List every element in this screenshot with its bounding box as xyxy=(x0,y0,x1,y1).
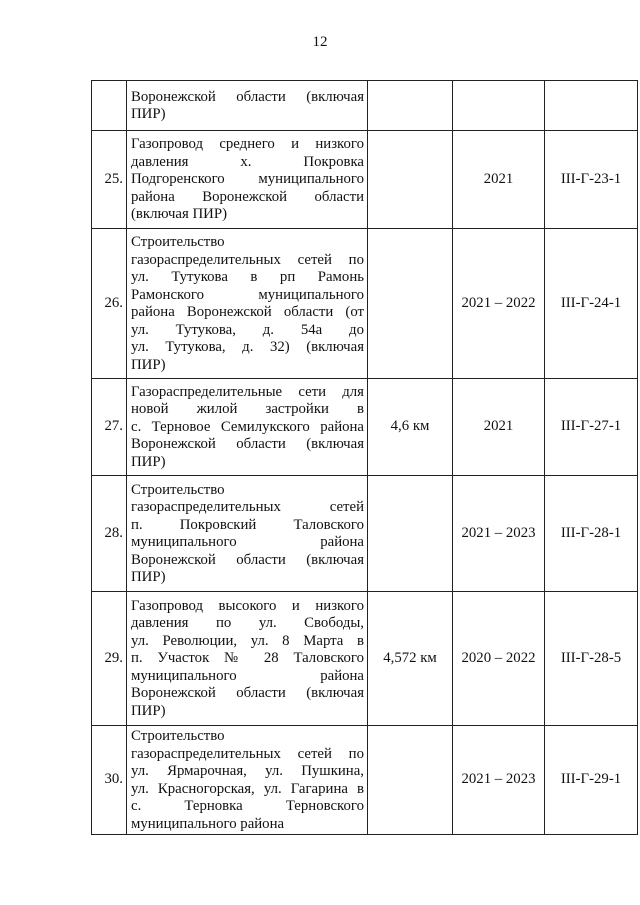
object-name-line: ПИР) xyxy=(131,356,166,373)
construction-period xyxy=(453,81,545,131)
object-code xyxy=(545,81,638,131)
table-row xyxy=(92,81,638,131)
object-name-line: Газопровод высокого и низкого xyxy=(131,597,364,614)
object-name-line: давления х. Покровка xyxy=(131,153,364,170)
construction-period: 2021 – 2022 xyxy=(453,229,545,379)
table-row xyxy=(92,229,638,379)
object-name-line: муниципального района xyxy=(131,667,364,684)
object-name-line: Воронежской области (включая xyxy=(131,551,364,568)
object-name-line: Строительство xyxy=(131,728,225,744)
object-code: III-Г-28-5 xyxy=(545,592,638,726)
object-name-line: газораспределительных сетей по xyxy=(131,251,364,268)
table-row xyxy=(92,131,638,229)
object-name-line: Рамонского муниципального xyxy=(131,286,364,303)
object-name-line: газораспределительных сетей по xyxy=(131,745,364,762)
object-name-line: Газораспределительные сети для xyxy=(131,383,364,400)
object-registry-table xyxy=(91,80,638,835)
object-name-line: ПИР) xyxy=(131,702,166,719)
object-name-line: новой жилой застройки в xyxy=(131,401,364,418)
object-name-line: Воронежской области (включая xyxy=(131,436,364,453)
table-row xyxy=(92,726,638,835)
object-name-line: ул. Красногорская, ул. Гагарина в xyxy=(131,780,364,797)
page-number: 12 xyxy=(312,34,328,50)
object-name-line: ПИР) xyxy=(131,569,166,585)
object-name xyxy=(127,476,368,592)
object-code: III-Г-27-1 xyxy=(545,379,638,476)
object-code: III-Г-29-1 xyxy=(545,726,638,835)
table-row xyxy=(92,476,638,592)
object-name-line: муниципального района xyxy=(131,815,285,832)
construction-period: 2021 xyxy=(453,131,545,229)
object-name-line: Воронежской области (включая xyxy=(131,88,364,105)
object-name-line: ПИР) xyxy=(131,453,166,470)
row-number xyxy=(92,81,127,131)
pipeline-length xyxy=(368,726,453,835)
pipeline-length xyxy=(368,476,453,592)
row-number: 30. xyxy=(92,726,127,835)
object-name-line: п. Покровский Таловского xyxy=(131,516,364,533)
object-name-line: ул. Тутукова в рп Рамонь xyxy=(131,269,364,285)
row-number: 26. xyxy=(92,229,127,379)
table-row xyxy=(92,592,638,726)
object-name xyxy=(127,726,368,835)
pipeline-length xyxy=(368,229,453,379)
object-name xyxy=(127,379,368,476)
object-name-line: муниципального района xyxy=(131,534,364,550)
construction-period: 2021 – 2023 xyxy=(453,476,545,592)
object-name-line: газораспределительных сетей xyxy=(131,499,364,515)
object-name-line: (включая ПИР) xyxy=(131,206,228,223)
object-name xyxy=(127,229,368,379)
object-code: III-Г-23-1 xyxy=(545,131,638,229)
object-name-line: с. Терновка Терновского xyxy=(131,798,364,814)
object-name xyxy=(127,81,368,131)
object-name-line: района Воронежской области (от xyxy=(131,304,364,320)
object-name xyxy=(127,592,368,726)
row-number: 29. xyxy=(92,592,127,726)
object-name-line: давления по ул. Свободы, xyxy=(131,615,364,632)
object-name-line: Подгоренского муниципального xyxy=(131,171,364,188)
object-name-line: ул. Тутукова, д. 32) (включая xyxy=(131,339,364,355)
object-name-line: Строительство xyxy=(131,481,225,498)
pipeline-length: 4,572 км xyxy=(368,592,453,726)
object-name-line: п. Участок № 28 Таловского xyxy=(131,650,364,667)
pipeline-length: 4,6 км xyxy=(368,379,453,476)
object-name-line: ул. Революции, ул. 8 Марта в xyxy=(131,632,364,649)
object-name-line: с. Терновое Семилукского района xyxy=(131,418,364,435)
object-name-line: ул. Тутукова, д. 54а до xyxy=(131,321,364,338)
object-name-line: Воронежской области (включая xyxy=(131,685,364,702)
row-number: 27. xyxy=(92,379,127,476)
object-code: III-Г-28-1 xyxy=(545,476,638,592)
row-number: 28. xyxy=(92,476,127,592)
object-name-line: ул. Ярмарочная, ул. Пушкина, xyxy=(131,763,364,779)
construction-period: 2020 – 2022 xyxy=(453,592,545,726)
object-name-line: района Воронежской области xyxy=(131,188,364,205)
object-code: III-Г-24-1 xyxy=(545,229,638,379)
table-row xyxy=(92,379,638,476)
construction-period: 2021 – 2023 xyxy=(453,726,545,835)
object-name-line: ПИР) xyxy=(131,106,166,122)
row-number: 25. xyxy=(92,131,127,229)
object-name-line: Строительство xyxy=(131,234,225,250)
pipeline-length xyxy=(368,131,453,229)
pipeline-length xyxy=(368,81,453,131)
object-name xyxy=(127,131,368,229)
object-name-line: Газопровод среднего и низкого xyxy=(131,136,364,153)
construction-period: 2021 xyxy=(453,379,545,476)
